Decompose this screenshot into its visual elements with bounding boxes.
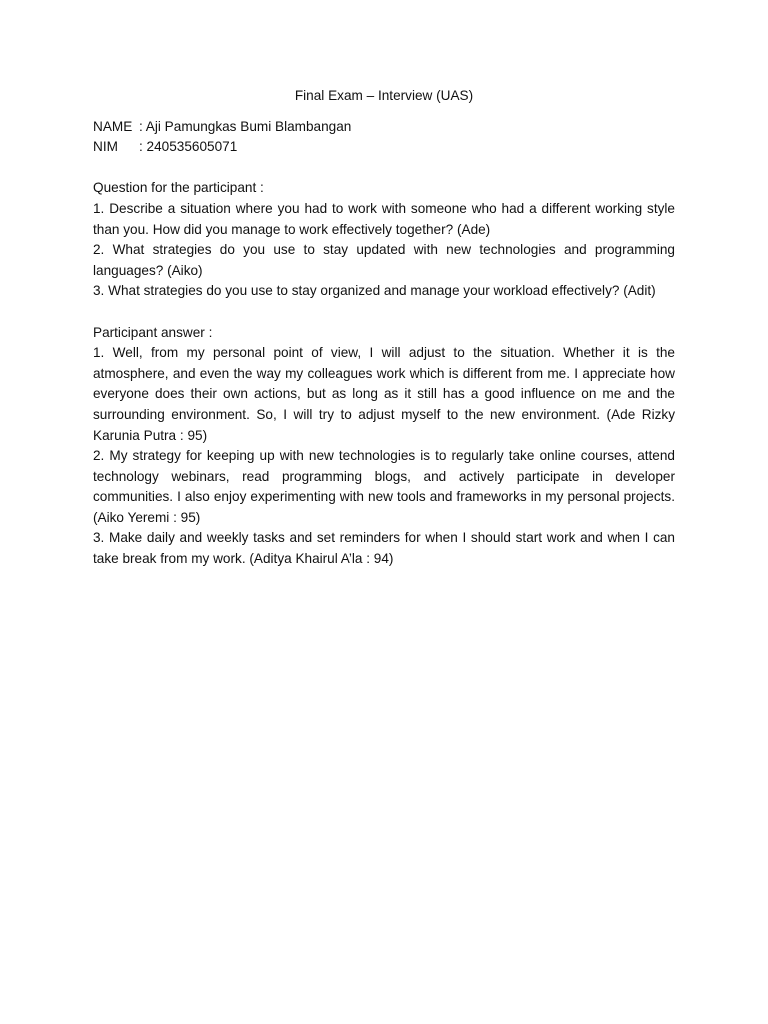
document-body xyxy=(93,86,675,570)
question-item: 2. What strategies do you use to stay updated with new technologies and programming languages? (Aiko) xyxy=(93,242,675,278)
spacer xyxy=(93,158,675,179)
name-row xyxy=(93,117,675,138)
name-label: NAME xyxy=(93,118,133,134)
answer-item: 2. My strategy for keeping up with new technologies is to regularly take online courses, attend technology webinars, read programming blogs, and actively participate in developer communities. I also enjoy experimenting with new tools and frameworks in my personal projects. (Aiko Yeremi : 95) xyxy=(93,448,675,525)
nim-label: NIM xyxy=(93,139,118,155)
answer-item: 3. Make daily and weekly tasks and set reminders for when I should start work and when I can take break from my work. (Aditya Khairul A’la : 94) xyxy=(93,530,675,567)
document-title: Final Exam – Interview (UAS) xyxy=(294,88,474,103)
answer-item: 1. Well, from my personal point of view, I will adjust to the situation. Whether it is the atmosphere, and even the way my colleagues work which is different from me. I appreciate how everyone does their own actions, but as long as it still has a good influence on me and the surrounding environment. So, I will try to adjust myself to the new environment. (Ade Rizky Karunia Putra : 95) xyxy=(93,345,675,443)
spacer xyxy=(93,302,675,323)
answers-heading: Participant answer : xyxy=(93,324,213,340)
question-item: 3. What strategies do you use to stay organized and manage your workload effectively? (Adit) xyxy=(93,283,656,299)
nim-value: : 240535605071 xyxy=(139,139,238,155)
name-value: : Aji Pamungkas Bumi Blambangan xyxy=(139,118,352,134)
questions-heading: Question for the participant : xyxy=(93,180,264,196)
nim-row xyxy=(93,137,675,158)
question-item: 1. Describe a situation where you had to work with someone who had a different working style than you. How did you manage to work effectively together? (Ade) xyxy=(93,200,675,237)
